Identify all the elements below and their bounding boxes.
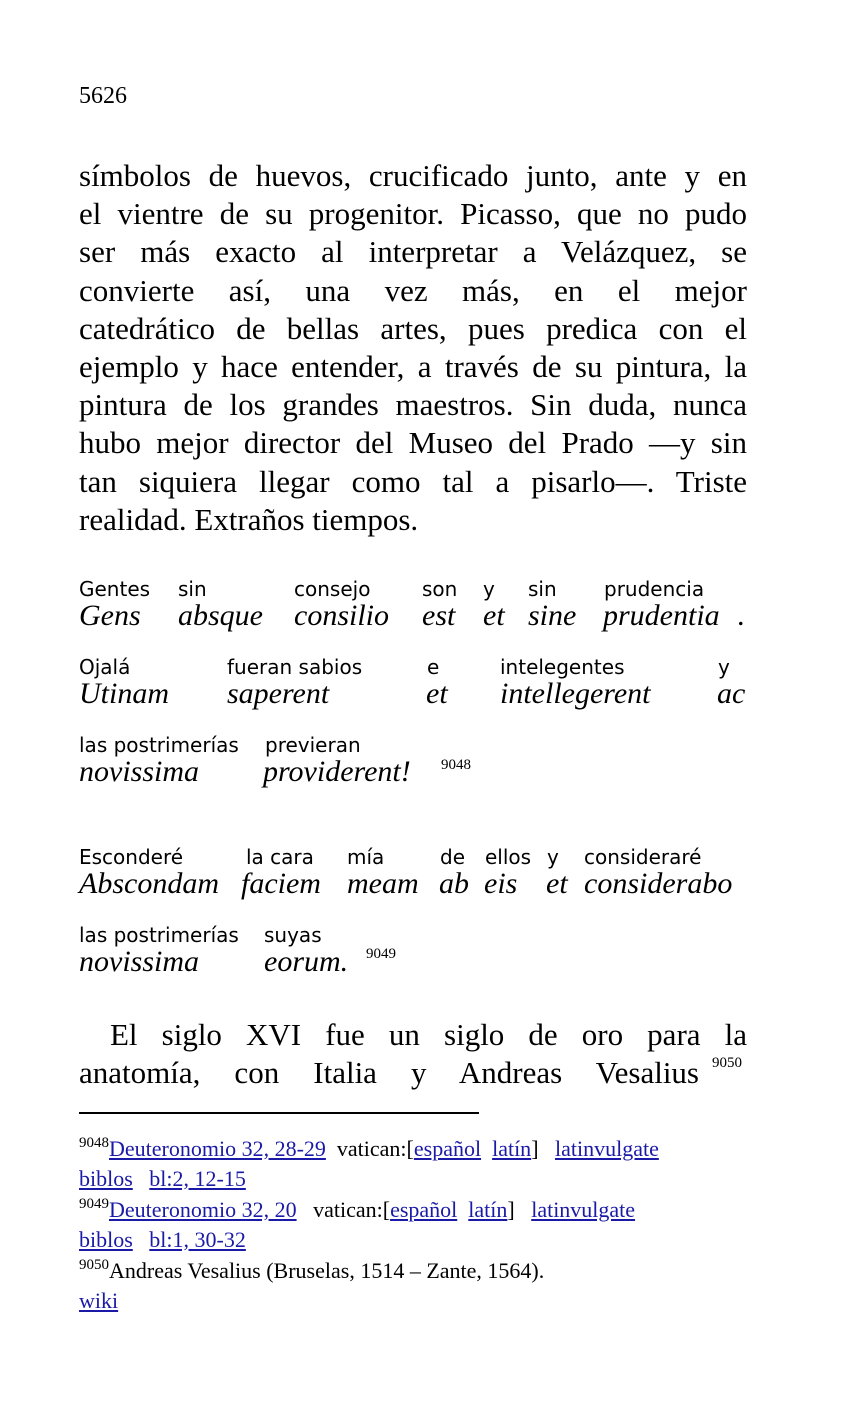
footnote-reference: 9048	[441, 757, 471, 773]
gloss-word: intelegentes	[500, 655, 625, 679]
latin-word: Abscondam	[79, 867, 219, 900]
paragraph-line: el vientre de su progenitor. Picasso, que no pudo	[79, 196, 747, 232]
footnote-number: 9048	[79, 1135, 109, 1151]
footnote-reference-link[interactable]: Deuteronomio 32, 20	[109, 1197, 297, 1222]
latin-link[interactable]: latín	[492, 1136, 532, 1161]
body-paragraph-1	[79, 157, 747, 539]
latin-word: consilio	[294, 599, 389, 632]
gloss-word: y	[483, 577, 495, 601]
latinvulgate-link[interactable]: latinvulgate	[555, 1136, 659, 1161]
page-number: 5626	[79, 83, 127, 109]
latin-word: Utinam	[79, 677, 169, 710]
footnote-reference: 9050	[712, 1055, 742, 1071]
paragraph-line: catedrático de bellas artes, pues predica con el	[79, 310, 747, 346]
paragraph-line: El siglo XVI fue un siglo de oro para la	[110, 1017, 747, 1052]
wiki-link[interactable]: wiki	[79, 1288, 119, 1313]
paragraph-line: anatomía, con Italia y Andreas Vesalius	[79, 1055, 699, 1091]
latin-word: considerabo	[584, 867, 733, 900]
gloss-word: fueran sabios	[227, 655, 363, 679]
bracket-close: ]	[531, 1136, 539, 1161]
paragraph-line: símbolos de huevos, crucificado junto, ante y en	[79, 158, 747, 193]
bl-link[interactable]: bl:1, 30-32	[149, 1227, 246, 1252]
latin-word: eorum.	[264, 945, 349, 978]
biblos-link[interactable]: biblos	[79, 1227, 133, 1252]
gloss-word: suyas	[264, 923, 322, 947]
bl-link[interactable]: bl:2, 12-15	[149, 1166, 246, 1191]
footnote-9048-cont	[79, 1164, 246, 1194]
gloss-word: Gentes	[79, 577, 151, 601]
paragraph-line: pintura de los grandes maestros. Sin duda, nunca	[79, 387, 747, 423]
latin-word: et	[483, 599, 505, 632]
biblos-link[interactable]: biblos	[79, 1166, 133, 1191]
bracket-close: ]	[507, 1197, 515, 1222]
paragraph-line: realidad. Extraños tiempos.	[79, 501, 419, 537]
footnote-reference-link[interactable]: Deuteronomio 32, 28-29	[109, 1136, 326, 1161]
gloss-word: mía	[347, 845, 385, 869]
latin-word: providerent!	[263, 755, 411, 788]
footnote-number: 9050	[79, 1257, 109, 1273]
latin-word: eis	[484, 867, 518, 900]
footnote-9049	[79, 1195, 635, 1228]
paragraph-line: convierte así, una vez más, en el mejor	[79, 272, 747, 308]
latin-word: meam	[347, 867, 419, 900]
paragraph-line: ser más exacto al interpretar a Velázquez, se	[79, 234, 747, 270]
latin-word: sine	[528, 599, 577, 632]
latin-link[interactable]: latín	[468, 1197, 508, 1222]
latin-word: ab	[439, 867, 469, 900]
latin-period: .	[737, 599, 745, 632]
vatican-label: vatican:[	[313, 1197, 391, 1222]
latin-word: novissima	[79, 755, 199, 788]
latin-word: est	[422, 599, 456, 632]
footnote-9050-cont	[79, 1286, 118, 1316]
gloss-word: previeran	[265, 733, 361, 757]
gloss-word: las postrimerías	[79, 733, 239, 757]
latinvulgate-link[interactable]: latinvulgate	[531, 1197, 636, 1222]
latin-word: novissima	[79, 945, 199, 978]
footnote-9048	[79, 1134, 659, 1167]
footnote-9049-cont	[79, 1225, 246, 1255]
gloss-word: e	[427, 655, 440, 679]
gloss-word: sin	[178, 577, 207, 601]
gloss-word: y	[718, 655, 730, 679]
gloss-word: y	[547, 845, 559, 869]
body-paragraph-2	[79, 1016, 747, 1092]
gloss-word: prudencia	[604, 577, 705, 601]
latin-word: ac	[717, 677, 746, 710]
paragraph-line: hubo mejor director del Museo del Prado —y sin	[79, 425, 747, 461]
footnote-text: Andreas Vesalius (Bruselas, 1514 – Zante, 1564).	[109, 1258, 545, 1283]
paragraph-line: tan siquiera llegar como tal a pisarlo—. Triste	[79, 463, 747, 499]
footnote-reference: 9049	[366, 946, 396, 962]
latin-word: absque	[178, 599, 263, 632]
gloss-word: consideraré	[584, 845, 702, 869]
gloss-word: las postrimerías	[79, 923, 239, 947]
gloss-word: ellos	[485, 845, 532, 869]
footnote-number: 9049	[79, 1196, 109, 1212]
latin-word: et	[546, 867, 568, 900]
gloss-word: consejo	[294, 577, 371, 601]
gloss-word: Ojalá	[79, 655, 131, 679]
footnote-separator	[79, 1112, 479, 1114]
spanish-link[interactable]: español	[390, 1197, 458, 1222]
gloss-word: son	[422, 577, 458, 601]
latin-word: et	[426, 677, 448, 710]
gloss-word: Esconderé	[79, 845, 184, 869]
paragraph-line: ejemplo y hace entender, a través de su pintura, la	[79, 348, 747, 384]
latin-word: intellegerent	[500, 677, 651, 710]
spanish-link[interactable]: español	[413, 1136, 482, 1161]
latin-word: Gens	[79, 599, 141, 632]
latin-word: saperent	[227, 677, 330, 710]
latin-word: prudentia	[603, 599, 720, 632]
vatican-label: vatican:[	[336, 1136, 414, 1161]
footnote-9050	[79, 1256, 544, 1289]
latin-word: faciem	[241, 867, 321, 900]
gloss-word: la cara	[246, 845, 314, 869]
gloss-word: sin	[528, 577, 557, 601]
gloss-word: de	[440, 845, 465, 869]
